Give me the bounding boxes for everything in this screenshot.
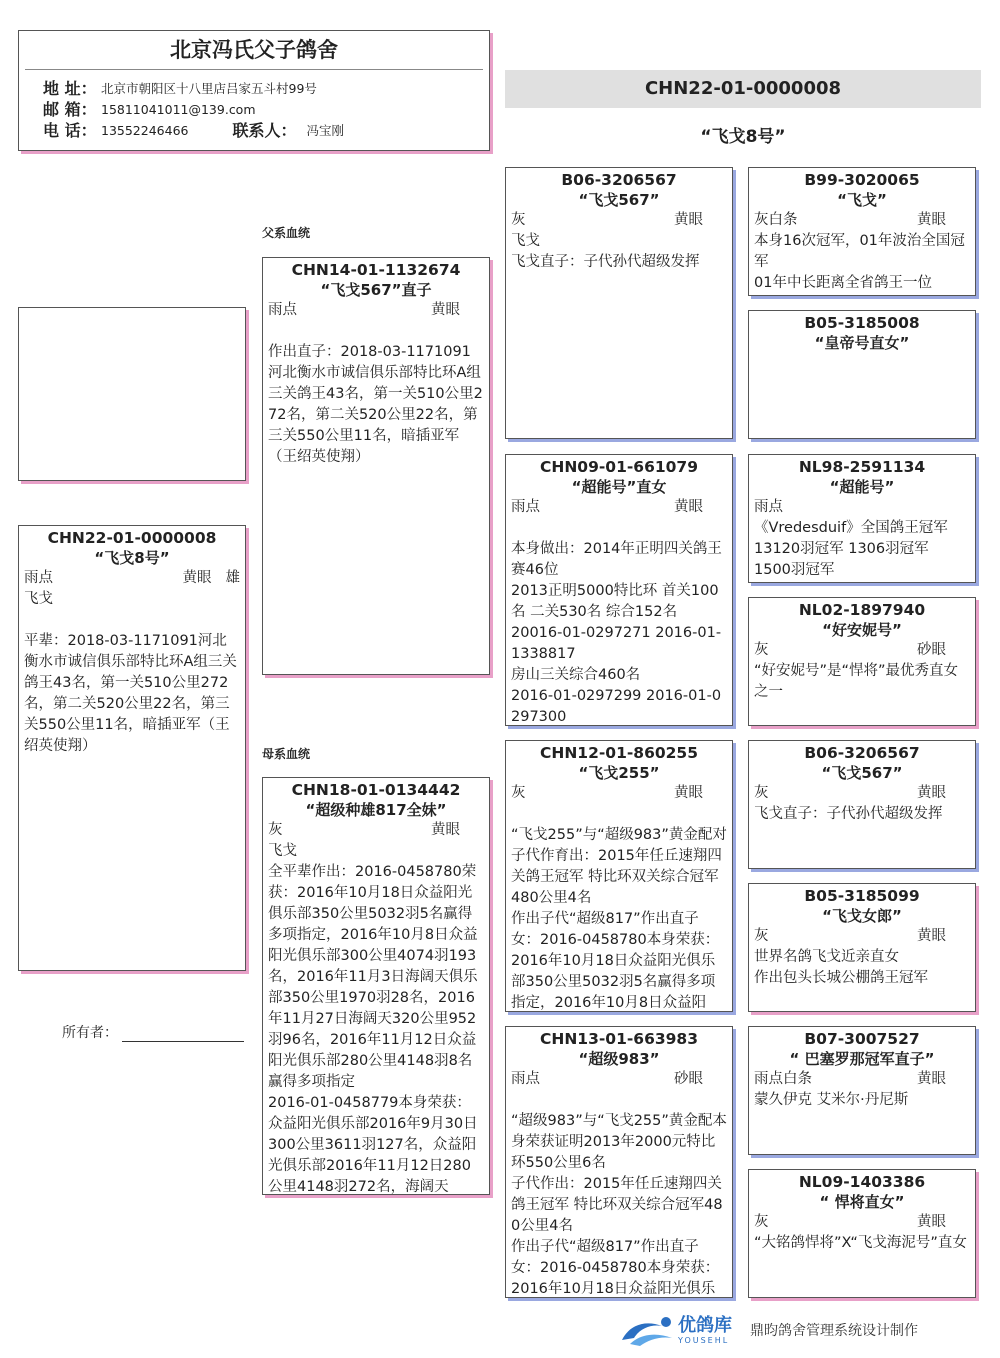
sds-traits — [754, 497, 970, 518]
main-pigeon-name: “飞戈8号” — [700, 127, 786, 147]
sire-card — [262, 257, 490, 675]
ds-card — [505, 740, 733, 1012]
dds-traits — [754, 1069, 970, 1090]
ss-card — [505, 167, 733, 439]
sss-desc: 本身16次冠军，01年波治全国冠军 01年中长距离全省鸽王一位 — [754, 233, 965, 291]
dss-desc: 飞戈直子：子代孙代超级发挥 — [754, 806, 943, 822]
dam-traits — [268, 820, 484, 841]
brand-block — [678, 1316, 732, 1345]
sss-name: “飞戈” — [837, 191, 887, 209]
dss-name: “飞戈567” — [821, 764, 903, 782]
dds-ring: B07-3007527 — [804, 1030, 920, 1048]
loft-title: 北京冯氏父子鸽舍 — [25, 31, 483, 70]
ssd-card — [748, 310, 976, 439]
owner-line — [62, 1022, 244, 1042]
ss-strain: 飞戈 — [511, 233, 540, 249]
address-line — [19, 78, 489, 99]
subject-ring: CHN22-01-0000008 — [47, 529, 217, 547]
dds-name: “ 巴塞罗那冠军直子” — [789, 1050, 935, 1068]
sd-ring: CHN09-01-661079 — [539, 458, 699, 476]
made-by: 鼎昀鸽舍管理系统设计制作 — [750, 1323, 918, 1339]
brand-sub: YOUSEHL — [678, 1335, 730, 1345]
subject-sex: 雄 — [225, 570, 240, 586]
sds-color: 雨点 — [754, 499, 783, 515]
ds-name: “飞戈255” — [578, 764, 660, 782]
sds-desc: 《Vredesduif》全国鸽王冠军 13120羽冠军 1306羽冠军 1500羽冠军 — [754, 520, 948, 578]
dam-card — [262, 777, 490, 1195]
ddd-eyes: 黄眼 — [917, 1214, 946, 1230]
sdd-traits — [754, 640, 970, 661]
sire-line-label: 父系血统 — [262, 226, 311, 240]
ddd-traits — [754, 1212, 970, 1233]
sire-color: 雨点 — [268, 302, 297, 318]
address-label: 地 址： — [43, 79, 97, 98]
ss-eyes: 黄眼 — [674, 212, 703, 228]
dds-card — [748, 1026, 976, 1155]
sd-name: “超能号”直女 — [571, 478, 667, 496]
dsd-color: 灰 — [754, 928, 769, 944]
sdd-color: 灰 — [754, 642, 769, 658]
sds-name: “超能号” — [829, 478, 895, 496]
ddd-desc: “大铭鸽悍将”X“飞戈海泥号”直女 — [754, 1235, 967, 1251]
ddd-name: “ 悍将直女” — [819, 1193, 905, 1211]
ss-desc: 飞戈直子：子代孙代超级发挥 — [511, 254, 700, 270]
ssd-ring: B05-3185008 — [804, 314, 920, 332]
address-value: 北京市朝阳区十八里店吕家五斗村99号 — [101, 81, 317, 96]
dss-card — [748, 740, 976, 869]
dsd-eyes: 黄眼 — [917, 928, 946, 944]
subject-color: 雨点 — [24, 570, 53, 586]
ss-name: “飞戈567” — [578, 191, 660, 209]
brand-name: 优鸽库 — [678, 1314, 732, 1336]
main-ring-band: CHN22-01-0000008 — [505, 70, 981, 108]
dd-desc: “超级983”与“飞戈255”黄金配本身荣获证明2013年2000元特比环550公里6名 子代作出：2015年任丘速翔四关鸽王冠军 特比环双关综合冠军480公里4名 作出子代“超级817”作出直子女：2016-0458780本身荣获：2016年10月18日众益阳光俱乐 — [511, 1113, 727, 1297]
dsd-desc: 世界名鸽飞戈近亲直女 作出包头长城公棚鸽王冠军 — [754, 949, 928, 986]
subject-desc: 平辈：2018-03-1171091河北衡水市诚信俱乐部特比环A组三关鸽王43名，第一关510公里272名，第二关520公里22名，第三关550公里11名，暗插亚军（王绍英使翔） — [24, 633, 237, 754]
dd-name: “超级983” — [578, 1050, 660, 1068]
dd-eyes: 砂眼 — [674, 1071, 703, 1087]
dam-eyes: 黄眼 — [431, 822, 460, 838]
dd-traits — [511, 1069, 727, 1090]
sdd-name: “好安妮号” — [822, 621, 902, 639]
sdd-desc: “好安妮号”是“悍将”最优秀直女之一 — [754, 663, 959, 700]
dds-eyes: 黄眼 — [917, 1071, 946, 1087]
owner-label: 所有者： — [62, 1025, 118, 1041]
ds-eyes: 黄眼 — [674, 785, 703, 801]
dam-ring: CHN18-01-0134442 — [291, 781, 461, 799]
email-value: 15811041011@139.com — [101, 102, 256, 117]
dsd-name: “飞戈女郎” — [822, 907, 902, 925]
ds-ring: CHN12-01-860255 — [539, 744, 699, 762]
subject-eyes: 黄眼 — [182, 570, 212, 586]
email-line — [19, 99, 489, 120]
sire-desc: 作出直子：2018-03-1171091河北衡水市诚信俱乐部特比环A组三关鸽王43名，第一关510公里272名，第二关520公里22名，第三关550公里11名，暗插亚军（王绍英使翔） — [268, 344, 483, 465]
ssd-name: “皇帝号直女” — [814, 334, 910, 352]
dsd-ring: B05-3185099 — [804, 887, 920, 905]
loft-header — [18, 30, 490, 151]
dd-card — [505, 1026, 733, 1298]
sire-ring: CHN14-01-1132674 — [291, 261, 461, 279]
dam-name: “超级种雄817全妹” — [305, 801, 447, 819]
sd-desc: 本身做出：2014年正明四关鸽王赛46位 2013正明5000特比环 首关100名 二关530名 综合152名 20016-01-0297271 2016-01-1338817 房山三关综合460名 2016-01-0297299 2016-01-0297300 — [511, 541, 722, 725]
ss-color: 灰 — [511, 212, 526, 228]
dd-color: 雨点 — [511, 1071, 540, 1087]
photo-frame — [18, 307, 246, 481]
dss-eyes: 黄眼 — [917, 785, 946, 801]
dss-color: 灰 — [754, 785, 769, 801]
ds-desc: “飞戈255”与“超级983”黄金配对子代作育出：2015年任丘速翔四关鸽王冠军 特比环双关综合冠军480公里4名 作出子代“超级817”作出直子女：2016-0458780本身荣获：2016年10月18日众益阳光俱乐部350公里5032羽5名赢得多项指定，2016年10月8日众益阳 — [511, 827, 727, 1011]
contact-label: 联系人： — [232, 121, 297, 140]
sd-color: 雨点 — [511, 499, 540, 515]
dd-ring: CHN13-01-663983 — [539, 1030, 699, 1048]
sdd-ring: NL02-1897940 — [798, 601, 926, 619]
sss-ring: B99-3020065 — [804, 171, 920, 189]
dam-desc: 全平辈作出：2016-0458780荣获：2016年10月18日众益阳光俱乐部350公里5032羽5名赢得多项指定，2016年10月8日众益阳光俱乐部300公里4074羽193名，2016年11月3日海阔天俱乐部350公里1970羽28名，2016年11月27日海阔天320公里952羽96名，2016年11月12日众益阳光俱乐部280公里4148羽8名赢得多项指定 2016-01-0458779本身荣获：众益阳光俱乐部2016年9月30日300公里3611羽127名，众益阳光俱乐部2016年11月12日280公里4148羽272名，海阔天 — [268, 864, 478, 1195]
phone-line — [19, 120, 489, 141]
dds-desc: 蒙久伊克 艾米尔·丹尼斯 — [754, 1092, 909, 1108]
yousehl-logo-icon — [616, 1310, 678, 1350]
sss-card — [748, 167, 976, 296]
sdd-card — [748, 597, 976, 726]
dds-color: 雨点白条 — [754, 1071, 812, 1087]
ds-color: 灰 — [511, 785, 526, 801]
ss-traits — [511, 210, 727, 231]
sd-card — [505, 454, 733, 726]
sd-eyes: 黄眼 — [674, 499, 703, 515]
subject-card — [18, 525, 246, 971]
subject-strain: 飞戈 — [24, 591, 53, 607]
sds-ring: NL98-2591134 — [798, 458, 926, 476]
ss-ring: B06-3206567 — [561, 171, 677, 189]
dam-line-label: 母系血统 — [262, 747, 311, 761]
sss-eyes: 黄眼 — [917, 212, 946, 228]
subject-traits — [24, 568, 240, 589]
sd-traits — [511, 497, 727, 518]
email-label: 邮 箱： — [43, 100, 97, 119]
sss-color: 灰白条 — [754, 212, 798, 228]
dsd-traits — [754, 926, 970, 947]
footer — [616, 1308, 976, 1352]
sire-eyes: 黄眼 — [431, 302, 460, 318]
dss-ring: B06-3206567 — [804, 744, 920, 762]
ddd-ring: NL09-1403386 — [798, 1173, 926, 1191]
sds-card — [748, 454, 976, 583]
sss-traits — [754, 210, 970, 231]
ddd-color: 灰 — [754, 1214, 769, 1230]
phone-value: 13552246466 — [101, 123, 189, 138]
sdd-eyes: 砂眼 — [917, 642, 946, 658]
owner-blank — [122, 1027, 244, 1042]
subject-name: “飞戈8号” — [94, 549, 170, 567]
dsd-card — [748, 883, 976, 1012]
ds-traits — [511, 783, 727, 804]
contact-value: 冯宝刚 — [306, 123, 345, 138]
dss-traits — [754, 783, 970, 804]
phone-label: 电 话： — [43, 121, 97, 140]
dam-color: 灰 — [268, 822, 283, 838]
sire-traits — [268, 300, 484, 321]
sire-name: “飞戈567”直子 — [320, 281, 432, 299]
ddd-card — [748, 1169, 976, 1298]
dam-strain: 飞戈 — [268, 843, 297, 859]
